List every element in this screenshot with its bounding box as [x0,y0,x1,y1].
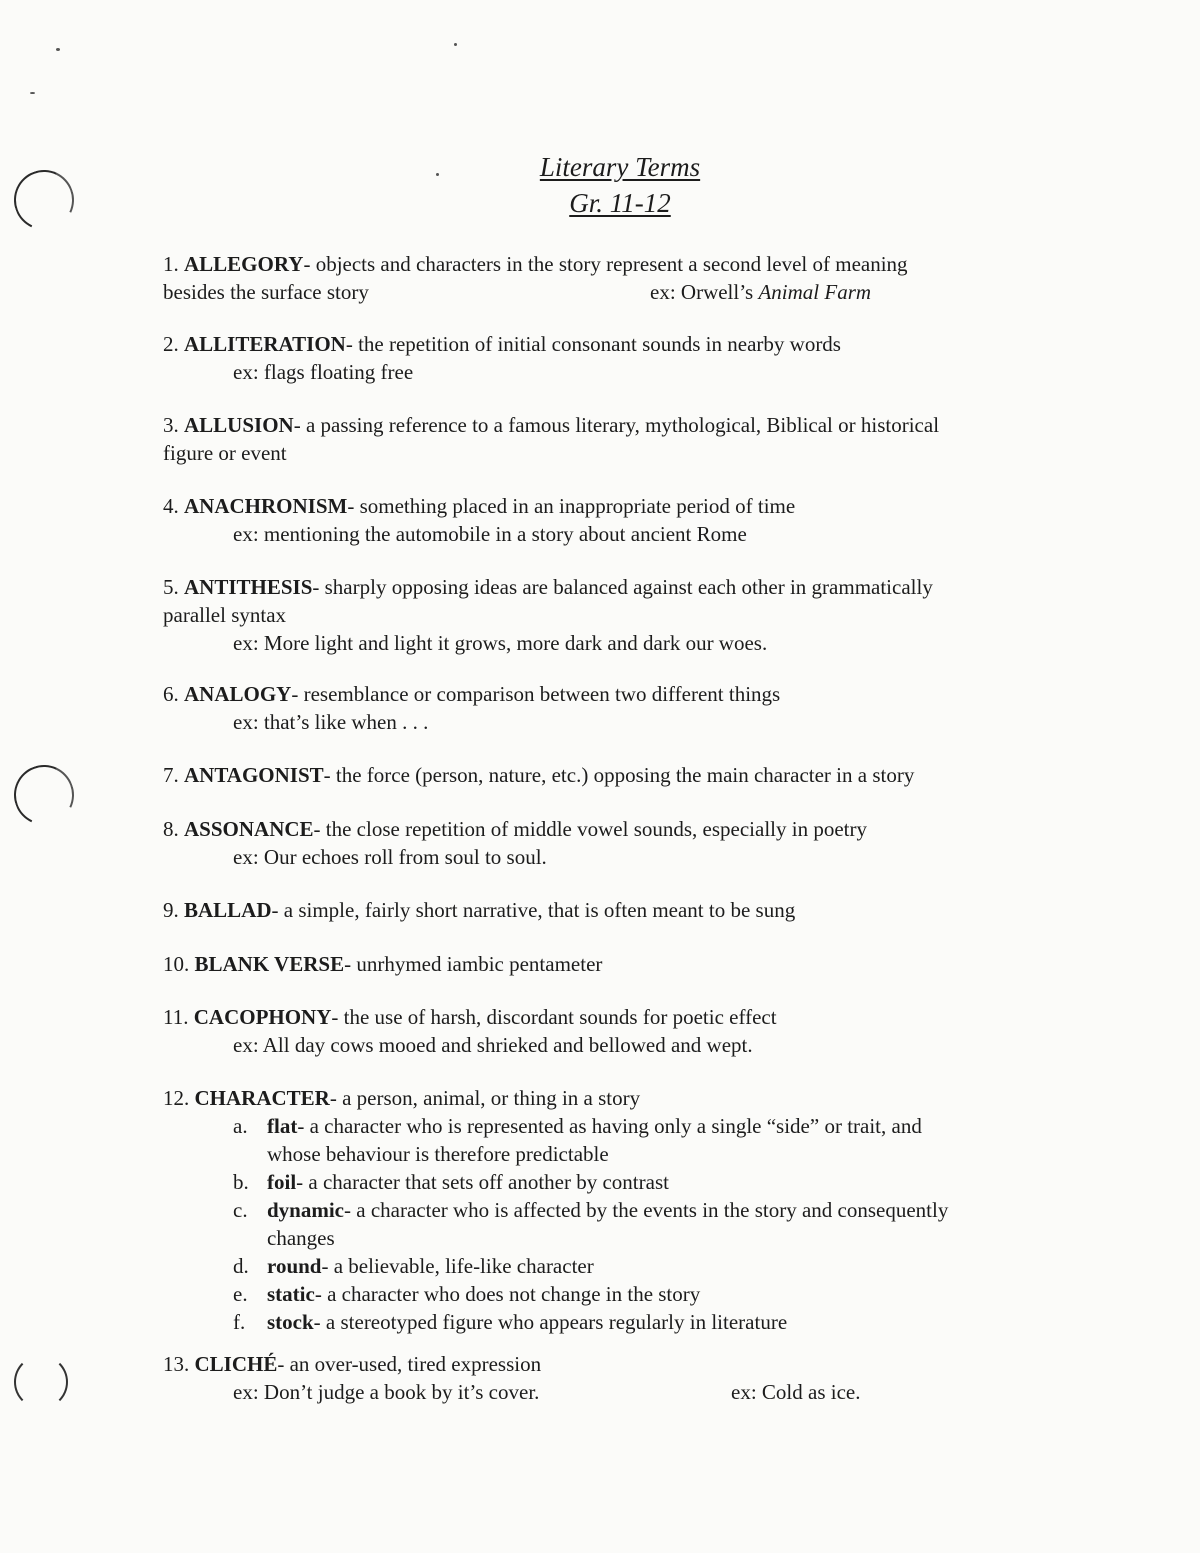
term-definition: - a person, animal, or thing in a story [329,1086,641,1110]
term-entry-cliche [163,1350,1043,1406]
term-name: ALLUSION [184,413,294,437]
term-number: 11. [163,1005,189,1029]
term-name: ALLEGORY [184,252,304,276]
term-definition-continued: besides the surface story [163,280,369,304]
term-number: 4. [163,494,179,518]
term-definition: - unrhymed iambic pentameter [344,952,603,976]
character-type-static [163,1280,1043,1308]
character-type-name: foil [267,1170,297,1194]
list-letter: b. [233,1170,249,1194]
binder-hole-bottom [14,1355,68,1409]
term-example: ex: All day cows mooed and shrieked and bellowed and wept. [233,1033,753,1057]
term-entry-antagonist [163,761,1043,789]
term-name: ANALOGY [184,682,292,706]
character-type-definition: - a character that sets off another by contrast [296,1170,669,1194]
scan-speck [56,48,60,51]
term-definition: - the close repetition of middle vowel sounds, especially in poetry [313,817,867,841]
term-entry-cacophony [163,1003,1043,1059]
character-type-dynamic [163,1196,1043,1252]
term-name: ANTITHESIS [184,575,313,599]
term-name: BALLAD [184,898,272,922]
binder-hole-middle [6,757,83,834]
term-definition: - a passing reference to a famous literary, mythological, Biblical or historical [293,413,940,437]
list-letter: a. [233,1114,248,1138]
term-entry-ballad [163,896,1043,924]
term-definition: - a simple, fairly short narrative, that is often meant to be sung [271,898,796,922]
term-name: CHARACTER [194,1086,330,1110]
character-type-name: dynamic [267,1198,345,1222]
character-type-definition: - a believable, life-like character [321,1254,594,1278]
term-number: 7. [163,763,179,787]
term-name: ALLITERATION [184,332,346,356]
character-type-definition: - a stereotyped figure who appears regularly in literature [313,1310,788,1334]
list-letter: e. [233,1282,248,1306]
term-number: 6. [163,682,179,706]
example-text: ex: Orwell’s [650,280,759,304]
character-type-definition: - a character who is represented as having only a single “side” or trait, and [297,1114,922,1138]
binder-hole-top [6,162,83,239]
term-number: 3. [163,413,179,437]
term-definition-continued: parallel syntax [163,603,287,627]
term-name: BLANK VERSE [194,952,345,976]
term-name: ASSONANCE [184,817,314,841]
term-number: 13. [163,1352,190,1376]
term-example: ex: Don’t judge a book by it’s cover. [233,1380,540,1404]
term-example: ex: More light and light it grows, more dark and dark our woes. [233,631,768,655]
character-type-flat [163,1112,1043,1168]
term-definition-continued: figure or event [163,441,287,465]
term-example: ex: that’s like when . . . [233,710,429,734]
scan-speck [436,173,439,176]
term-definition: - resemblance or comparison between two different things [291,682,781,706]
term-name: ANTAGONIST [184,763,324,787]
term-entry-anachronism [163,492,1043,548]
character-type-definition: - a character who is affected by the events in the story and consequently [344,1198,949,1222]
term-definition: - objects and characters in the story represent a second level of meaning [303,252,908,276]
term-number: 12. [163,1086,190,1110]
term-entry-assonance [163,815,1043,871]
list-letter: d. [233,1254,249,1278]
term-definition: - the force (person, nature, etc.) opposing the main character in a story [323,763,915,787]
character-type-name: static [267,1282,315,1306]
term-number: 1. [163,252,179,276]
term-name: ANACHRONISM [184,494,348,518]
term-example [650,278,871,306]
character-type-definition: - a character who does not change in the story [314,1282,701,1306]
page-title: Literary Terms [539,152,701,182]
list-letter: f. [233,1310,246,1334]
character-type-foil [163,1168,1043,1196]
term-definition: - the repetition of initial consonant sounds in nearby words [345,332,841,356]
term-entry-analogy [163,680,1043,736]
term-definition: - an over-used, tired expression [277,1352,542,1376]
term-number: 10. [163,952,190,976]
character-type-round [163,1252,1043,1280]
character-type-name: stock [267,1310,314,1334]
term-entry-allusion [163,411,1043,467]
scan-speck [454,43,457,46]
scan-speck [30,92,35,94]
term-number: 9. [163,898,179,922]
term-entry-blank-verse [163,950,1043,978]
term-definition: - something placed in an inappropriate period of time [347,494,796,518]
term-example: ex: flags floating free [233,360,414,384]
character-type-stock [163,1308,1043,1336]
list-letter: c. [233,1198,248,1222]
term-number: 2. [163,332,179,356]
term-number: 5. [163,575,179,599]
term-name: CACOPHONY [193,1005,332,1029]
character-type-definition-continued: whose behaviour is therefore predictable [267,1142,609,1166]
term-definition: - the use of harsh, discordant sounds for poetic effect [331,1005,777,1029]
term-entry-character [163,1084,1043,1336]
term-number: 8. [163,817,179,841]
term-example-second: ex: Cold as ice. [731,1380,861,1404]
term-example: ex: Our echoes roll from soul to soul. [233,845,547,869]
character-type-definition-continued: changes [267,1226,335,1250]
term-entry-alliteration [163,330,1043,386]
page-subtitle: Gr. 11-12 [569,188,671,218]
example-title: Animal Farm [758,280,872,304]
character-type-name: flat [267,1114,298,1138]
term-entry-allegory [163,250,1043,306]
term-name: CLICHÉ [194,1352,278,1376]
term-entry-antithesis [163,573,1043,657]
term-example: ex: mentioning the automobile in a story about ancient Rome [233,522,747,546]
term-definition: - sharply opposing ideas are balanced against each other in grammatically [312,575,933,599]
character-type-name: round [267,1254,322,1278]
